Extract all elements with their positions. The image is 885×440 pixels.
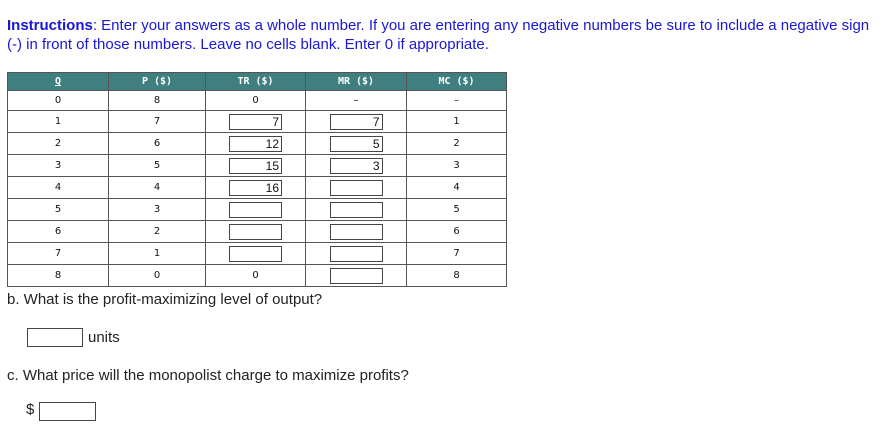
table-cell-tr bbox=[206, 243, 306, 265]
table-cell-mc: 3 bbox=[407, 155, 507, 177]
table-cell-mr bbox=[306, 133, 407, 155]
mr-input[interactable] bbox=[330, 268, 383, 284]
table-cell-mr bbox=[306, 199, 407, 221]
table-cell-tr bbox=[206, 111, 306, 133]
table-row bbox=[8, 91, 507, 111]
table-row bbox=[8, 177, 507, 199]
table-cell-mc: – bbox=[407, 91, 507, 111]
table-cell-q: 7 bbox=[8, 243, 109, 265]
question-c: c. What price will the monopolist charge to maximize profits? bbox=[7, 367, 409, 384]
instructions-text: : Enter your answers as a whole number. If you are entering any negative numbers be sure to include a negative sign (-) in front of those numbers. Leave no cells blank. Enter 0 if appropriate. bbox=[7, 17, 870, 53]
table-cell-tr bbox=[206, 177, 306, 199]
table-cell-mr bbox=[306, 111, 407, 133]
table-row bbox=[8, 133, 507, 155]
tr-input[interactable]: 16 bbox=[229, 180, 282, 196]
table-cell-tr bbox=[206, 199, 306, 221]
mr-input[interactable] bbox=[330, 180, 383, 196]
table-cell-p: 1 bbox=[109, 243, 206, 265]
table-row bbox=[8, 265, 507, 287]
table-cell-mc: 5 bbox=[407, 199, 507, 221]
dollar-sign: $ bbox=[26, 401, 35, 418]
table-cell-q: 6 bbox=[8, 221, 109, 243]
table-cell-p: 4 bbox=[109, 177, 206, 199]
table-cell-p: 7 bbox=[109, 111, 206, 133]
table-cell-tr bbox=[206, 221, 306, 243]
mr-input[interactable]: 7 bbox=[330, 114, 383, 130]
table-header-row bbox=[8, 73, 507, 91]
header-q: Q bbox=[8, 73, 109, 91]
price-answer-input[interactable] bbox=[39, 402, 96, 421]
table-row bbox=[8, 155, 507, 177]
table-cell-q: 0 bbox=[8, 91, 109, 111]
table-cell-p: 5 bbox=[109, 155, 206, 177]
table-cell-tr: 0 bbox=[206, 265, 306, 287]
table-row bbox=[8, 243, 507, 265]
table-cell-q: 1 bbox=[8, 111, 109, 133]
table-cell-q: 8 bbox=[8, 265, 109, 287]
table-row bbox=[8, 199, 507, 221]
table-cell-p: 6 bbox=[109, 133, 206, 155]
table-cell-p: 2 bbox=[109, 221, 206, 243]
table-cell-mr: – bbox=[306, 91, 407, 111]
header-p: P ($) bbox=[109, 73, 206, 91]
header-mr: MR ($) bbox=[306, 73, 407, 91]
table-cell-p: 8 bbox=[109, 91, 206, 111]
tr-input[interactable] bbox=[229, 202, 282, 218]
table-cell-q: 3 bbox=[8, 155, 109, 177]
tr-input[interactable] bbox=[229, 246, 282, 262]
table-cell-mr bbox=[306, 177, 407, 199]
table-cell-tr bbox=[206, 133, 306, 155]
question-b: b. What is the profit-maximizing level of output? bbox=[7, 291, 323, 308]
mr-input[interactable]: 3 bbox=[330, 158, 383, 174]
tr-input[interactable]: 12 bbox=[229, 136, 282, 152]
table-cell-q: 5 bbox=[8, 199, 109, 221]
table-cell-p: 0 bbox=[109, 265, 206, 287]
table-cell-mc: 4 bbox=[407, 177, 507, 199]
header-tr: TR ($) bbox=[206, 73, 306, 91]
instructions-lead: Instructions bbox=[7, 17, 93, 34]
tr-input[interactable]: 7 bbox=[229, 114, 282, 130]
mr-input[interactable] bbox=[330, 224, 383, 240]
output-answer-input[interactable] bbox=[27, 328, 83, 347]
table-cell-p: 3 bbox=[109, 199, 206, 221]
table-cell-q: 4 bbox=[8, 177, 109, 199]
units-label: units bbox=[88, 329, 120, 346]
table-cell-mc: 7 bbox=[407, 243, 507, 265]
table-cell-mr bbox=[306, 155, 407, 177]
table-cell-mc: 1 bbox=[407, 111, 507, 133]
table-cell-mr bbox=[306, 243, 407, 265]
mr-input[interactable] bbox=[330, 202, 383, 218]
table-cell-mc: 2 bbox=[407, 133, 507, 155]
table-cell-mc: 6 bbox=[407, 221, 507, 243]
instructions bbox=[7, 16, 879, 54]
table-body bbox=[8, 91, 507, 287]
header-mc: MC ($) bbox=[407, 73, 507, 91]
monopoly-table bbox=[7, 72, 507, 287]
table-cell-q: 2 bbox=[8, 133, 109, 155]
table-row bbox=[8, 221, 507, 243]
table-cell-mc: 8 bbox=[407, 265, 507, 287]
tr-input[interactable]: 15 bbox=[229, 158, 282, 174]
table-cell-mr bbox=[306, 265, 407, 287]
table-cell-tr bbox=[206, 155, 306, 177]
table-row bbox=[8, 111, 507, 133]
mr-input[interactable]: 5 bbox=[330, 136, 383, 152]
table-cell-mr bbox=[306, 221, 407, 243]
tr-input[interactable] bbox=[229, 224, 282, 240]
mr-input[interactable] bbox=[330, 246, 383, 262]
table-cell-tr: 0 bbox=[206, 91, 306, 111]
